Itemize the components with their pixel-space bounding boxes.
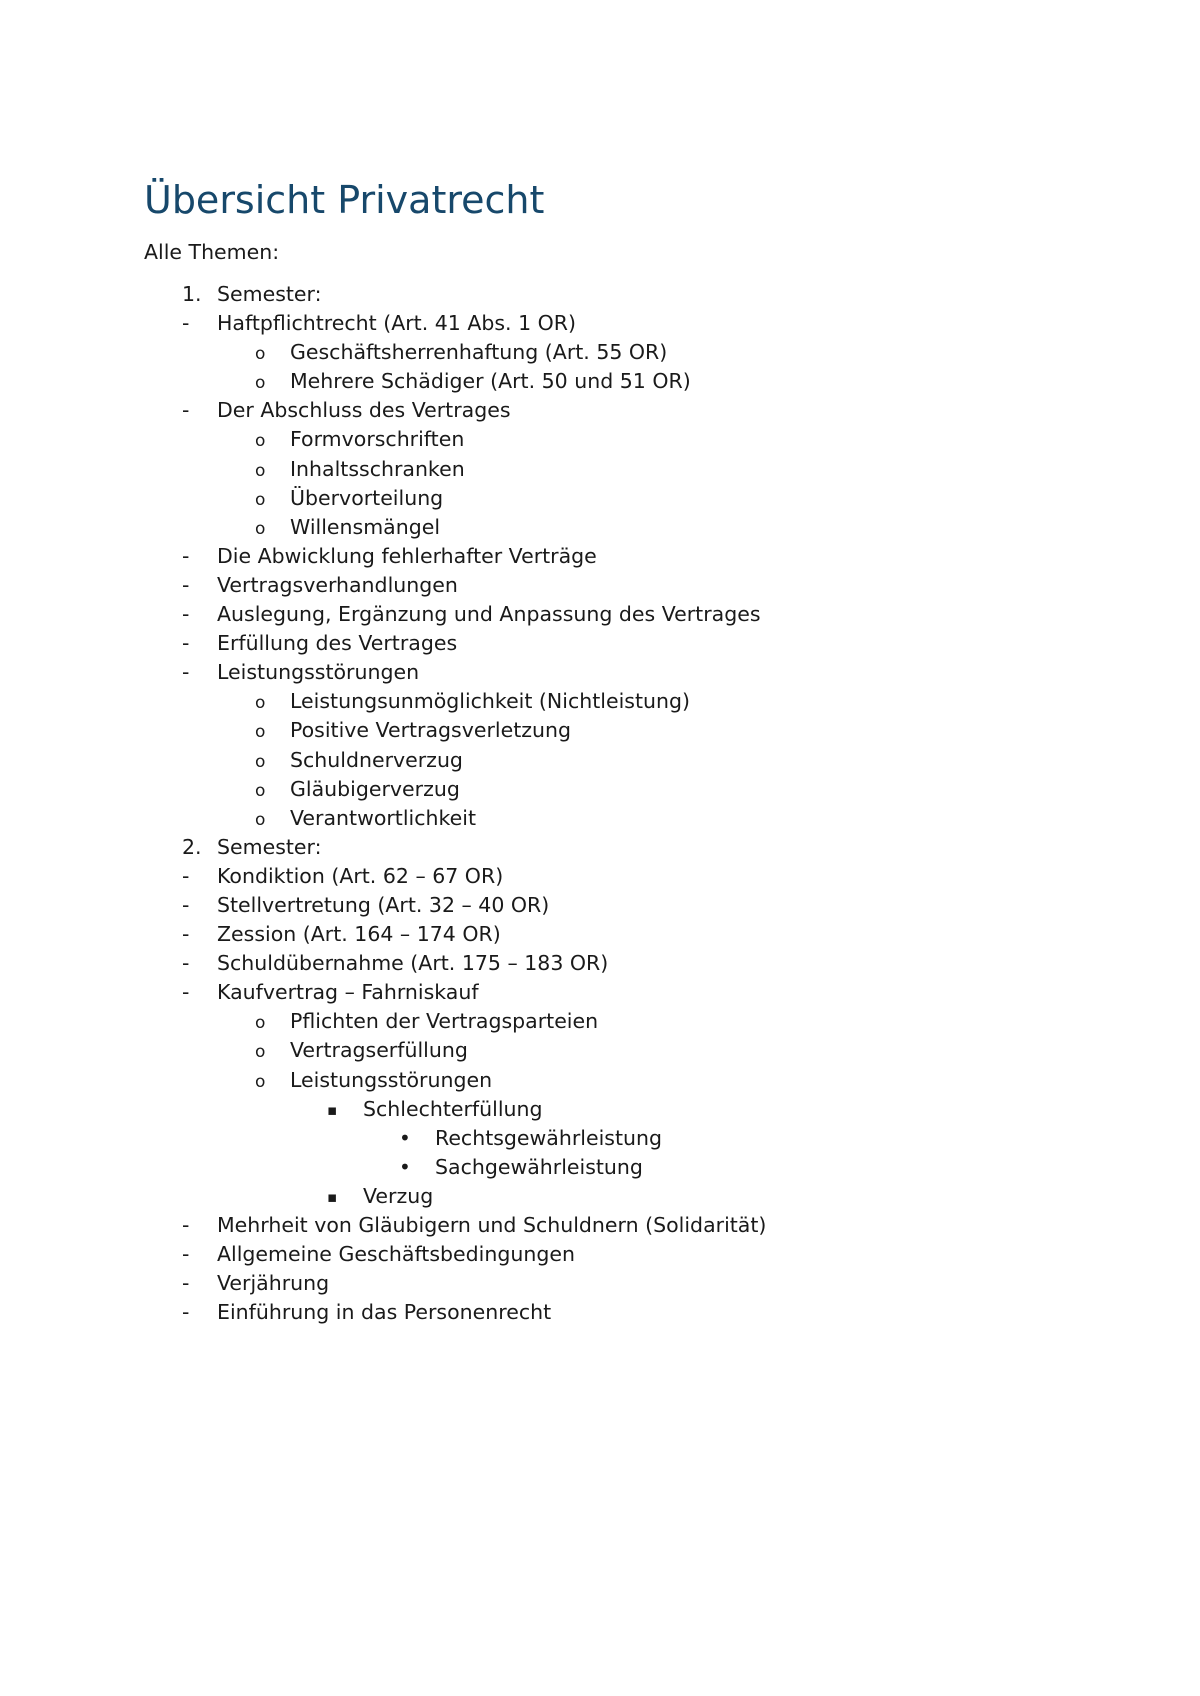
outline-item-text: Auslegung, Ergänzung und Anpassung des Vertrages	[217, 602, 761, 627]
topic-outline	[0, 280, 1200, 1327]
outline-item	[0, 484, 1200, 513]
outline-item-text: Schuldnerverzug	[290, 747, 463, 772]
outline-item	[0, 1269, 1200, 1298]
list-marker: o	[255, 373, 266, 394]
outline-item-text: Inhaltsschranken	[290, 456, 465, 481]
outline-item	[0, 949, 1200, 978]
outline-item-text: Einführung in das Personenrecht	[217, 1300, 552, 1325]
list-marker: ▪	[327, 1100, 338, 1119]
outline-item	[0, 1095, 1200, 1124]
list-marker: o	[255, 780, 266, 801]
list-marker: •	[399, 1154, 411, 1179]
outline-item	[0, 1211, 1200, 1240]
list-marker: ▪	[327, 1187, 338, 1206]
list-marker: -	[182, 311, 190, 336]
outline-item-text: Vertragserfüllung	[290, 1038, 468, 1063]
list-marker: o	[255, 518, 266, 539]
list-marker: -	[182, 1271, 190, 1296]
list-marker: -	[182, 543, 190, 568]
outline-item-text: Erfüllung des Vertrages	[217, 631, 458, 656]
outline-item-text: Der Abschluss des Vertrages	[217, 398, 511, 423]
outline-item	[0, 309, 1200, 338]
outline-item-text: Rechtsgewährleistung	[435, 1125, 663, 1150]
list-marker: -	[182, 398, 190, 423]
list-marker: -	[182, 980, 190, 1005]
list-marker: o	[255, 431, 266, 452]
outline-item	[0, 1036, 1200, 1065]
list-marker: o	[255, 751, 266, 772]
list-marker: -	[182, 1242, 190, 1267]
outline-item	[0, 600, 1200, 629]
list-marker: -	[182, 892, 190, 917]
outline-item	[0, 891, 1200, 920]
list-marker: -	[182, 602, 190, 627]
list-marker: •	[399, 1125, 411, 1150]
list-marker: -	[182, 1300, 190, 1325]
list-marker: -	[182, 922, 190, 947]
outline-item-text: Kaufvertrag – Fahrniskauf	[217, 980, 479, 1005]
outline-item-text: Gläubigerverzug	[290, 776, 460, 801]
outline-item	[0, 1007, 1200, 1036]
outline-item-text: Kondiktion (Art. 62 – 67 OR)	[217, 863, 504, 888]
list-marker: -	[182, 951, 190, 976]
list-marker: 1.	[182, 282, 202, 306]
outline-item	[0, 1182, 1200, 1211]
outline-item	[0, 775, 1200, 804]
outline-item	[0, 571, 1200, 600]
outline-item	[0, 978, 1200, 1007]
outline-item	[0, 833, 1200, 862]
outline-item-text: Übervorteilung	[290, 485, 444, 510]
intro-text: Alle Themen:	[144, 240, 280, 264]
outline-item-text: Zession (Art. 164 – 174 OR)	[217, 922, 501, 947]
outline-item	[0, 367, 1200, 396]
list-marker: o	[255, 693, 266, 714]
outline-item	[0, 804, 1200, 833]
outline-item-text: Geschäftsherrenhaftung (Art. 55 OR)	[290, 340, 668, 365]
outline-item	[0, 338, 1200, 367]
outline-item	[0, 716, 1200, 745]
outline-item-text: Haftpflichtrecht (Art. 41 Abs. 1 OR)	[217, 311, 577, 336]
list-marker: o	[255, 1013, 266, 1034]
outline-item	[0, 1153, 1200, 1182]
page-title: Übersicht Privatrecht	[144, 178, 545, 222]
outline-item-text: Schlechterfüllung	[363, 1096, 543, 1121]
outline-item-text: Die Abwicklung fehlerhafter Verträge	[217, 543, 597, 568]
list-marker: 2.	[182, 834, 202, 859]
outline-item	[0, 425, 1200, 454]
outline-item	[0, 280, 1200, 309]
list-marker: o	[255, 1071, 266, 1092]
outline-item-text: Leistungsstörungen	[217, 660, 420, 685]
outline-item-text: Verzug	[363, 1183, 434, 1208]
list-marker: -	[182, 631, 190, 656]
list-marker: o	[255, 460, 266, 481]
outline-item-text: Mehrheit von Gläubigern und Schuldnern (Solidarität)	[217, 1213, 767, 1237]
outline-item	[0, 687, 1200, 716]
list-marker: -	[182, 1213, 190, 1237]
outline-item	[0, 455, 1200, 484]
list-marker: o	[255, 809, 266, 830]
list-marker: o	[255, 1042, 266, 1063]
outline-item-text: Verjährung	[217, 1271, 330, 1296]
outline-item-text: Stellvertretung (Art. 32 – 40 OR)	[217, 892, 550, 917]
outline-item-text: Semester:	[217, 282, 322, 306]
list-marker: o	[255, 722, 266, 743]
outline-item	[0, 542, 1200, 571]
outline-item	[0, 1124, 1200, 1153]
outline-item-text: Formvorschriften	[290, 427, 465, 452]
outline-item-text: Allgemeine Geschäftsbedingungen	[217, 1242, 575, 1267]
list-marker: -	[182, 572, 190, 597]
outline-item	[0, 746, 1200, 775]
outline-item-text: Mehrere Schädiger (Art. 50 und 51 OR)	[290, 369, 691, 394]
outline-item	[0, 920, 1200, 949]
outline-item	[0, 658, 1200, 687]
outline-item-text: Schuldübernahme (Art. 175 – 183 OR)	[217, 951, 609, 976]
outline-item	[0, 862, 1200, 891]
outline-item-text: Vertragsverhandlungen	[217, 572, 458, 597]
outline-item	[0, 1240, 1200, 1269]
outline-item	[0, 1066, 1200, 1095]
list-marker: -	[182, 863, 190, 888]
outline-item-text: Willensmängel	[290, 514, 441, 539]
outline-item	[0, 513, 1200, 542]
outline-item-text: Leistungsstörungen	[290, 1067, 493, 1092]
outline-item-text: Sachgewährleistung	[435, 1154, 643, 1179]
outline-item-text: Pflichten der Vertragsparteien	[290, 1009, 599, 1034]
outline-item	[0, 396, 1200, 425]
outline-item-text: Semester:	[217, 834, 322, 859]
outline-item-text: Verantwortlichkeit	[290, 805, 476, 830]
outline-item	[0, 1298, 1200, 1327]
list-marker: o	[255, 344, 266, 365]
list-marker: -	[182, 660, 190, 685]
outline-item	[0, 629, 1200, 658]
outline-item-text: Leistungsunmöglichkeit (Nichtleistung)	[290, 689, 690, 714]
outline-item-text: Positive Vertragsverletzung	[290, 718, 572, 743]
list-marker: o	[255, 489, 266, 510]
